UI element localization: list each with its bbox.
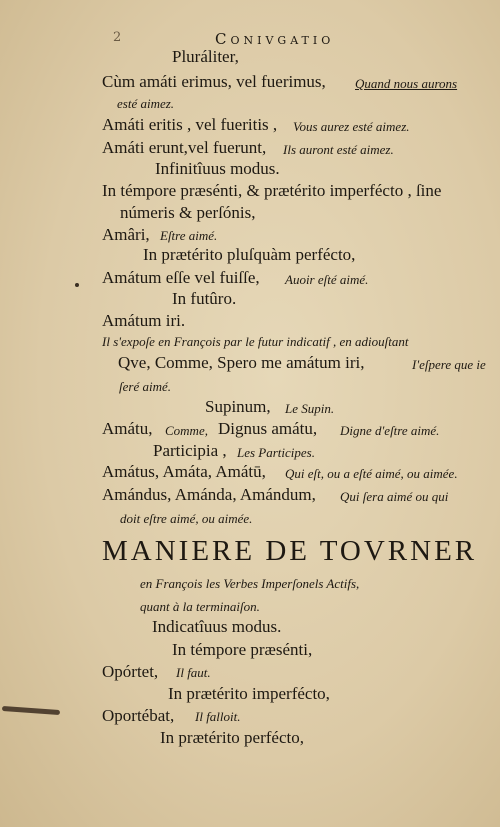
text-line: Amáti erunt,vel fuerunt, [102,138,267,157]
text-line: Cùm amáti erimus, vel fuerimus, [102,72,326,91]
text-line: In prætérito perfécto, [160,728,304,747]
text-line: In futûro. [172,289,237,308]
text-line: Auoir eſté aimé. [285,272,369,287]
text-line: Il falloit. [195,709,241,724]
text-line: Le Supin. [285,401,335,416]
text-line: Eſtre aimé. [160,228,218,243]
text-line: Quand nous aurons [355,76,458,91]
text-line: Dignus amátu, [218,419,318,438]
text-line: In témpore præsénti, [172,640,313,659]
text-line: In prætérito pluſquàm perfécto, [143,245,356,264]
text-line: In témpore præsénti, & prætérito imperfécto , ſine [102,181,442,200]
text-line: ſeré aimé. [119,379,171,394]
text-line: Amátum eſſe vel fuiſſe, [102,268,260,287]
text-line: esté aimez. [117,96,175,111]
text-line: Vous aurez esté aimez. [293,119,410,134]
text-line: Supinum, [205,397,271,416]
text-line: en François les Verbes Imperſonels Actifs, [140,576,360,591]
text-line: Il faut. [176,665,211,680]
text-line: Qui eſt, ou a eſté aimé, ou aimée. [285,466,458,481]
text-line: Comme, [165,423,208,438]
text-line: Pluráliter, [172,47,239,66]
text-line: Amátus, Amáta, Amátū, [102,462,266,481]
text-line: Amátum iri. [102,311,186,330]
text-line: In prætérito imperfécto, [168,684,330,703]
text-line: quant à la terminaiſon. [140,599,260,614]
text-line: Infinitîuus modus. [155,159,280,178]
running-header: Conivgatio [215,30,335,48]
text-line: Oportébat, [102,706,175,725]
text-line: Participia , [153,441,227,460]
text-line: Indicatîuus modus. [152,617,282,636]
text-line: Digne d'eſtre aimé. [340,423,440,438]
text-line: Opórtet, [102,662,159,681]
text-line: Il s'expoſe en François par le futur indicatif , en adiouſtant [102,334,409,349]
text-line: doit eſtre aimé, ou aimée. [120,511,253,526]
text-line: I'eſpere que ie [412,357,486,372]
text-line: MANIERE DE TOVRNER [102,535,478,567]
ink-dot [75,283,79,287]
text-line: Qui ſera aimé ou qui [340,489,449,504]
text-line: Ils auront esté aimez. [283,142,394,157]
page-number: 2 [113,30,122,45]
text-line: Les Participes. [237,445,315,460]
text-line: Amáti eritis , vel fueritis , [102,115,278,134]
text-line: Qve, Comme, Spero me amátum iri, [118,353,365,372]
text-line: Amándus, Amánda, Amándum, [102,485,316,504]
text-line: númeris & perſónis, [120,203,256,222]
text-line: Amâri, [102,225,150,244]
text-line: Amátu, [102,419,153,438]
page-mark [2,706,60,715]
